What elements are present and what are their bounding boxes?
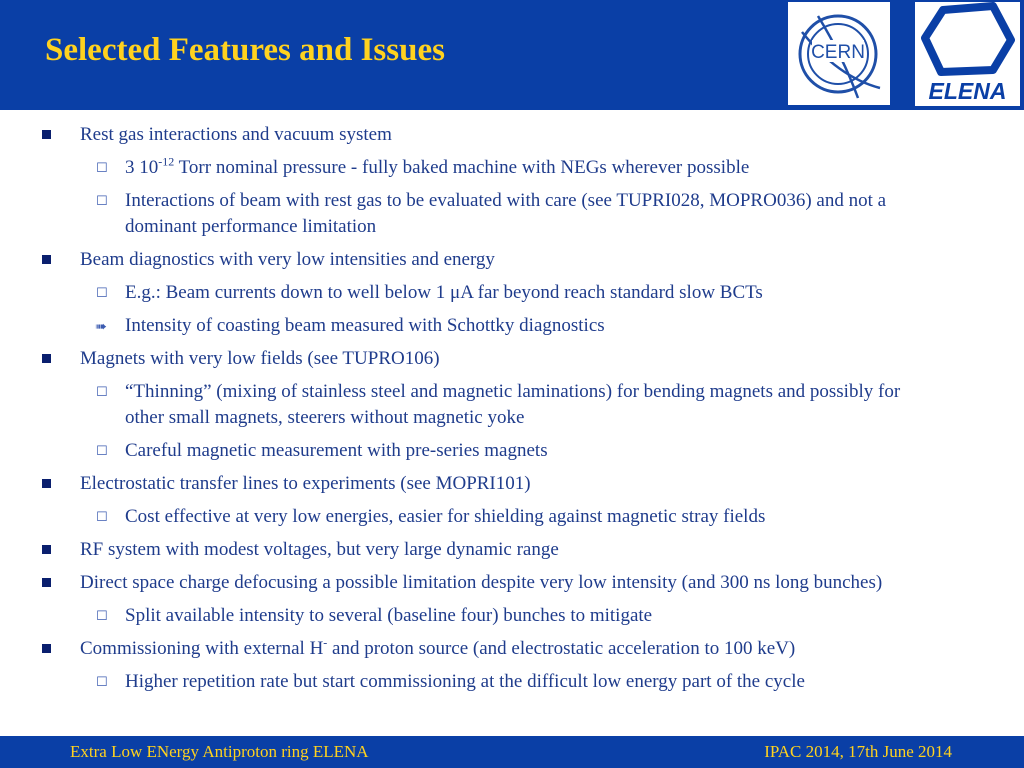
footer-right-text: IPAC 2014, 17th June 2014 xyxy=(764,742,952,761)
square-bullet-icon xyxy=(42,255,51,264)
list-subitem xyxy=(0,379,925,431)
superscript-minus: - xyxy=(323,635,328,650)
page-title: Selected Features and Issues xyxy=(45,32,445,68)
list-subitem xyxy=(0,313,925,339)
footer-bar xyxy=(0,736,1024,768)
square-bullet-icon xyxy=(42,479,51,488)
bullet-list xyxy=(0,122,1024,702)
box-bullet-icon: ☐ xyxy=(96,675,108,690)
exponent: -12 xyxy=(158,154,175,169)
subitem-text: Cost effective at very low energies, easier for shielding against magnetic stray fields xyxy=(125,506,766,527)
subitem-text: E.g.: Beam currents down to well below 1 μA far beyond reach standard slow BCTs xyxy=(125,282,763,303)
bullet-text: Commissioning with external H- and proton source (and electrostatic acceleration to 100 keV) xyxy=(80,635,796,659)
subitem-text: Careful magnetic measurement with pre-series magnets xyxy=(125,440,548,461)
square-bullet-icon xyxy=(42,578,51,587)
box-bullet-icon: ☐ xyxy=(96,444,108,459)
list-item xyxy=(0,122,980,148)
square-bullet-icon xyxy=(42,354,51,363)
box-bullet-icon: ☐ xyxy=(96,194,108,209)
subitem-text: Intensity of coasting beam measured with Schottky diagnostics xyxy=(125,315,605,336)
list-subitem xyxy=(0,188,925,240)
list-item xyxy=(0,570,980,596)
list-subitem xyxy=(0,280,925,306)
box-bullet-icon: ☐ xyxy=(96,385,108,400)
list-item xyxy=(0,636,980,662)
square-bullet-icon xyxy=(42,545,51,554)
box-bullet-icon: ☐ xyxy=(96,286,108,301)
subitem-text: Higher repetition rate but start commissioning at the difficult low energy part of the cycle xyxy=(125,671,805,692)
footer-left-text: Extra Low ENergy Antiproton ring ELENA xyxy=(70,742,369,761)
bullet-text: Beam diagnostics with very low intensities and energy xyxy=(80,249,495,270)
elena-logo-label: ELENA xyxy=(928,78,1007,104)
cern-logo-icon xyxy=(788,2,890,105)
bullet-text: Electrostatic transfer lines to experiments (see MOPRI101) xyxy=(80,473,531,494)
box-bullet-icon: ☐ xyxy=(96,510,108,525)
bullet-text: Magnets with very low fields (see TUPRO106) xyxy=(80,348,440,369)
box-bullet-icon: ☐ xyxy=(96,609,108,624)
bullet-text: Rest gas interactions and vacuum system xyxy=(80,124,392,145)
subitem-text: Interactions of beam with rest gas to be evaluated with care (see TUPRI028, MOPRO036) and not a dominant performance limitation xyxy=(125,190,887,237)
bullet-text: Direct space charge defocusing a possible limitation despite very low intensity (and 300 ns long bunches) xyxy=(80,572,883,593)
list-item xyxy=(0,471,980,497)
box-bullet-icon: ☐ xyxy=(96,161,108,176)
subitem-text: Split available intensity to several (baseline four) bunches to mitigate xyxy=(125,605,653,626)
subitem-text: “Thinning” (mixing of stainless steel and magnetic laminations) for bending magnets and possibly for other small magnets, steerers without magnetic yoke xyxy=(125,381,901,428)
header-bar xyxy=(0,0,1024,110)
cern-logo xyxy=(788,2,890,105)
list-item xyxy=(0,346,980,372)
elena-logo xyxy=(915,2,1020,106)
list-item xyxy=(0,247,980,273)
cern-logo-label: CERN xyxy=(811,42,865,63)
list-subitem xyxy=(0,603,925,629)
bullet-text: RF system with modest voltages, but very large dynamic range xyxy=(80,539,559,560)
arrow-bullet-icon: ➠ xyxy=(95,319,107,335)
list-subitem xyxy=(0,438,925,464)
square-bullet-icon xyxy=(42,644,51,653)
list-item xyxy=(0,537,980,563)
elena-ring-icon xyxy=(915,2,1020,78)
list-subitem xyxy=(0,155,925,181)
square-bullet-icon xyxy=(42,130,51,139)
list-subitem xyxy=(0,504,925,530)
subitem-text: 3 $10^{-12}$ Torr nominal pressure - fully baked machine with NEGs wherever possible xyxy=(125,154,750,178)
list-subitem xyxy=(0,669,925,695)
